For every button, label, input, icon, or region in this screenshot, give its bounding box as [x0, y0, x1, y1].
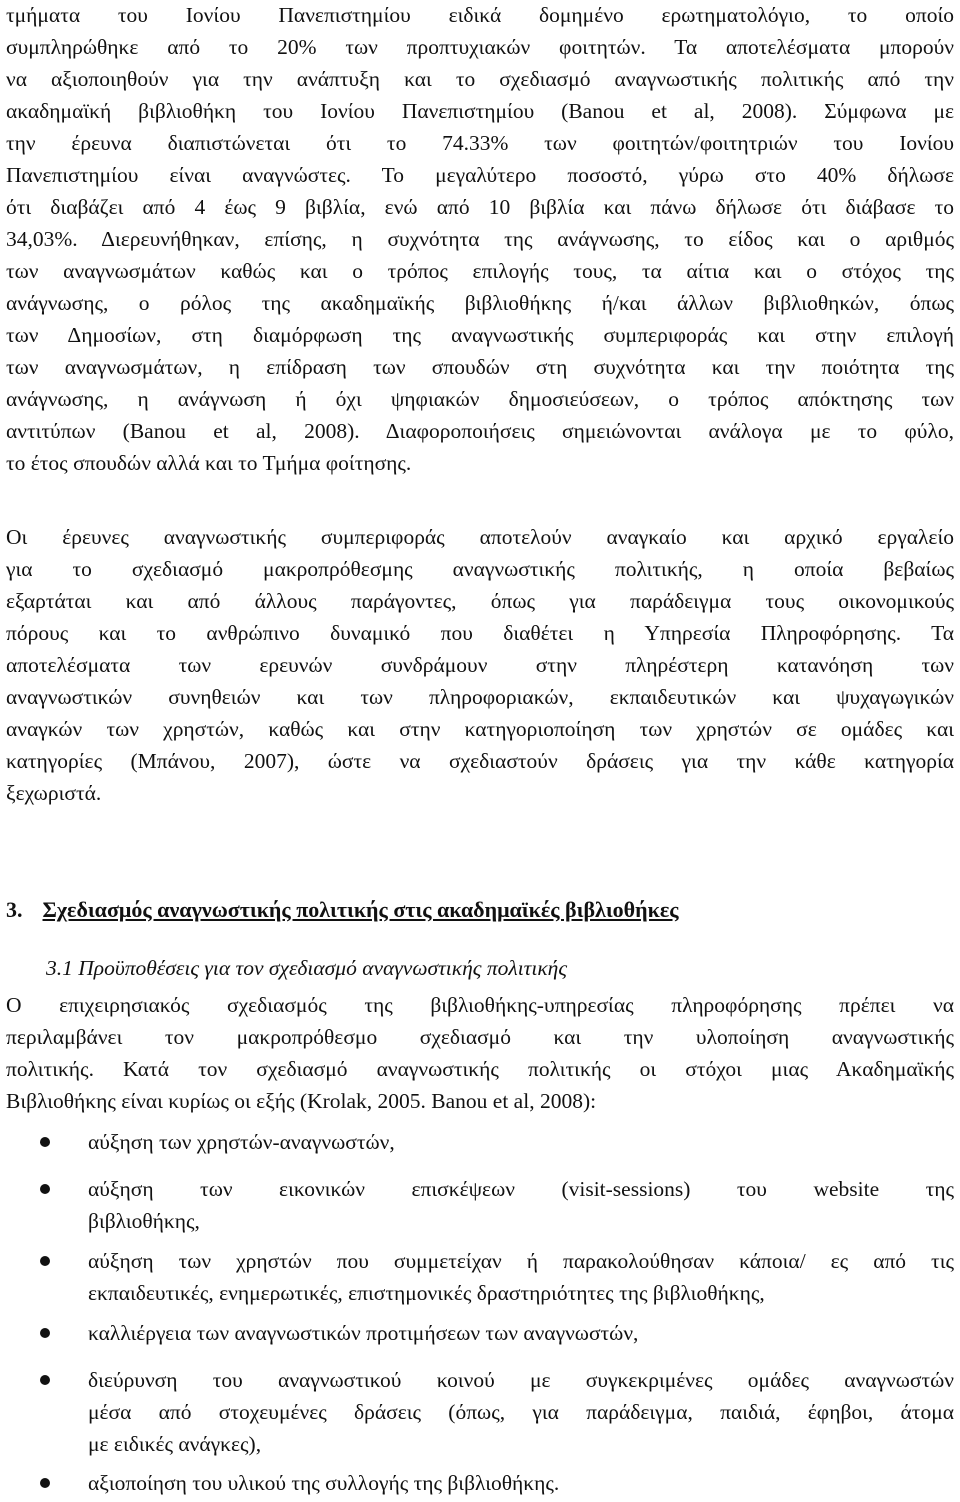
text-line: περιλαμβάνει τον μακροπρόθεσμο σχεδιασμό και την υλοποίηση αναγνωστικής: [6, 1025, 954, 1049]
text-line: πολιτικής. Κατά τον σχεδιασμό αναγνωστικής πολιτικής οι στόχοι μιας Ακαδημαϊκής: [6, 1057, 954, 1081]
text-line: Βιβλιοθήκης είναι κυρίως οι εξής (Krolak, 2005. Banou et al, 2008):: [6, 1089, 597, 1113]
text-line: ξεχωριστά.: [6, 781, 102, 805]
text-line: 34,03%. Διερευνήθηκαν, επίσης, η συχνότητα της ανάγνωσης, το είδος και ο αριθμός: [6, 227, 954, 251]
text-line: ότι διαβάζει από 4 έως 9 βιβλία, ενώ από 10 βιβλία και πάνω δήλωσε ότι διάβασε το: [6, 195, 954, 219]
text-line: εκπαιδευτικές, ενημερωτικές, επιστημονικές δραστηριότητες της βιβλιοθήκης,: [88, 1281, 765, 1305]
subsection-heading: 3.1 Προϋποθέσεις για τον σχεδιασμό αναγνωστικής πολιτικής: [46, 956, 568, 980]
text-line: των Δημοσίων, στη διαμόρφωση της αναγνωστικής συμπεριφοράς και στην επιλογή: [6, 323, 954, 347]
text-line: να αξιοποιηθούν για την ανάπτυξη και το σχεδιασμό αναγνωστικής πολιτικής από την: [6, 67, 954, 91]
text-line: αύξηση των χρηστών που συμμετείχαν ή παρακολούθησαν κάποια/ ες από τις: [88, 1249, 954, 1273]
text-line: κατηγορίες (Μπάνου, 2007), ώστε να σχεδιαστούν δράσεις για την κάθε κατηγορία: [6, 749, 954, 773]
bullet-icon: [40, 1478, 50, 1488]
section-title: Σχεδιασμός αναγνωστικής πολιτικής στις ακαδημαϊκές βιβλιοθήκες: [42, 897, 679, 922]
text-line: αύξηση των χρηστών-αναγνωστών,: [88, 1130, 395, 1154]
text-line: εξαρτάται και από άλλους παράγοντες, όπως για παράδειγμα τους οικονομικούς: [6, 589, 954, 613]
bullet-icon: [40, 1328, 50, 1338]
text-line: αντιτύπων (Banou et al, 2008). Διαφοροποιήσεις σημειώνονται ανάλογα με το φύλο,: [6, 419, 954, 443]
bullet-icon: [40, 1137, 50, 1147]
text-line: αποτελέσματα των ερευνών συνδράμουν στην πληρέστερη κατανόηση των: [6, 653, 954, 677]
text-line: των αναγνωσμάτων, η επίδραση των σπουδών στη συχνότητα και την ποιότητα της: [6, 355, 954, 379]
bullet-icon: [40, 1375, 50, 1385]
bullet-icon: [40, 1256, 50, 1266]
text-line: πόρους και το ανθρώπινο δυναμικό που διαθέτει η Υπηρεσία Πληροφόρησης. Τα: [6, 621, 954, 645]
text-line: ανάγνωσης, ο ρόλος της ακαδημαϊκής βιβλιοθήκης ή/και άλλων βιβλιοθηκών, όπως: [6, 291, 954, 315]
text-line: για το σχεδιασμό μακροπρόθεσμης αναγνωστικής πολιτικής, η οποία βεβαίως: [6, 557, 954, 581]
section-heading: [6, 895, 954, 925]
text-line: αξιοποίηση του υλικού της συλλογής της βιβλιοθήκης.: [88, 1471, 560, 1495]
text-line: καλλιέργεια των αναγνωστικών προτιμήσεων των αναγνωστών,: [88, 1321, 639, 1345]
text-line: διεύρυνση του αναγνωστικού κοινού με συγκεκριμένες ομάδες αναγνωστών: [88, 1368, 954, 1392]
text-line: των αναγνωσμάτων καθώς και ο τρόπος επιλογής τους, τα αίτια και ο στόχος της: [6, 259, 954, 283]
text-line: Οι έρευνες αναγνωστικής συμπεριφοράς αποτελούν αναγκαίο και αρχικό εργαλείο: [6, 525, 954, 549]
section-number: 3.: [6, 897, 23, 922]
bullet-icon: [40, 1184, 50, 1194]
text-line: ανάγνωσης, η ανάγνωση ή όχι ψηφιακών δημοσιεύσεων, ο τρόπος απόκτησης των: [6, 387, 954, 411]
text-line: συμπληρώθηκε από το 20% των προπτυχιακών φοιτητών. Τα αποτελέσματα μπορούν: [6, 35, 954, 59]
text-line: αύξηση των εικονικών επισκέψεων (visit-sessions) του website της: [88, 1177, 954, 1201]
text-line: την έρευνα διαπιστώνεται ότι το 74.33% των φοιτητών/φοιτητριών του Ιονίου: [6, 131, 954, 155]
text-line: Πανεπιστημίου είναι αναγνώστες. Το μεγαλύτερο ποσοστό, γύρω στο 40% δήλωσε: [6, 163, 954, 187]
text-line: αναγνωστικών συνηθειών και των πληροφοριακών, εκπαιδευτικών και ψυχαγωγικών: [6, 685, 954, 709]
text-line: αναγκών των χρηστών, καθώς και στην κατηγοριοποίηση των χρηστών σε ομάδες και: [6, 717, 954, 741]
text-line: με ειδικές ανάγκες),: [88, 1432, 262, 1456]
text-line: το έτος σπουδών αλλά και το Τμήμα φοίτησης.: [6, 451, 412, 475]
text-line: μέσα από στοχευμένες δράσεις (όπως, για παράδειγμα, παιδιά, έφηβοι, άτομα: [88, 1400, 954, 1424]
text-line: Ο επιχειρησιακός σχεδιασμός της βιβλιοθήκης-υπηρεσίας πληροφόρησης πρέπει να: [6, 993, 954, 1017]
text-line: τμήματα του Ιονίου Πανεπιστημίου ειδικά δομημένο ερωτηματολόγιο, το οποίο: [6, 3, 954, 27]
text-line: ακαδημαϊκή βιβλιοθήκη του Ιονίου Πανεπιστημίου (Banou et al, 2008). Σύμφωνα με: [6, 99, 954, 123]
text-line: βιβλιοθήκης,: [88, 1209, 200, 1233]
